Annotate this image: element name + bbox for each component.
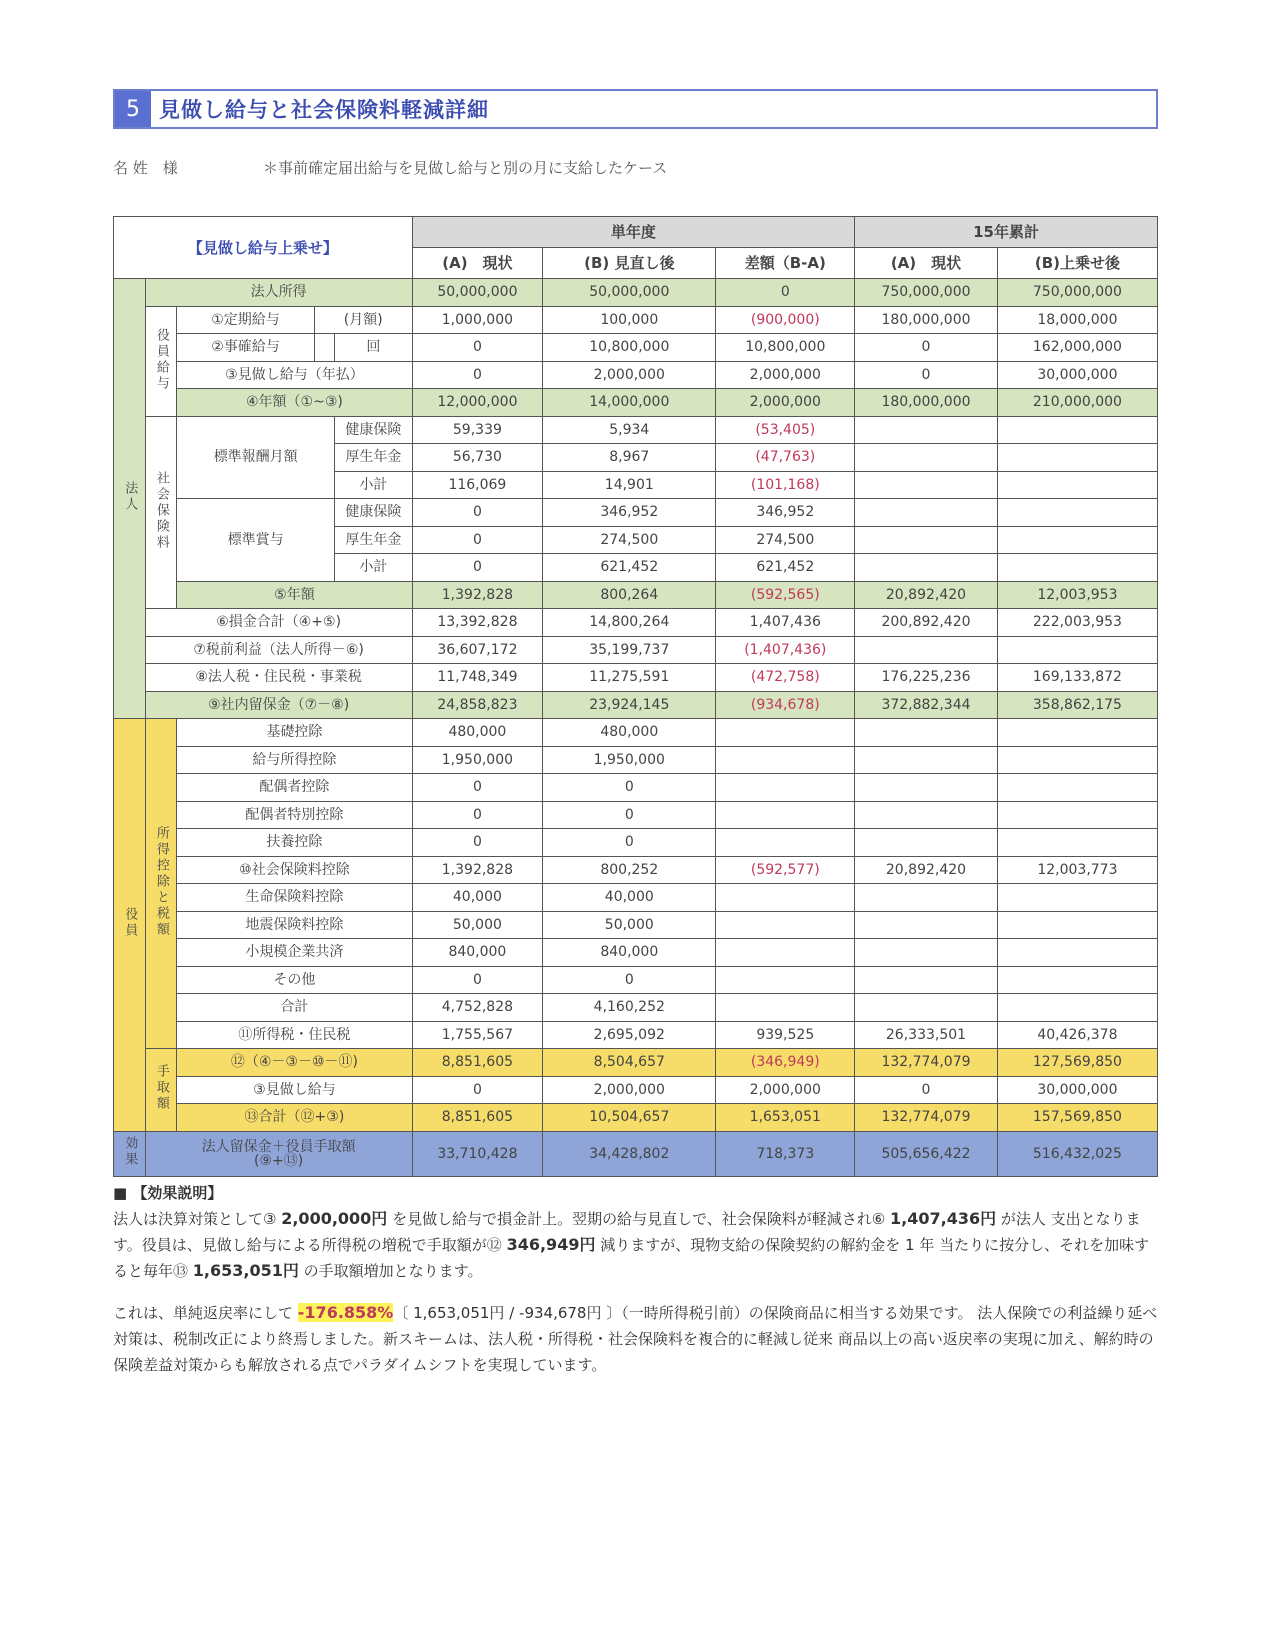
cell-diff bbox=[716, 939, 855, 967]
explanation-paragraph-2: これは、単純返戻率にして -176.858%〔 1,653,051円 / -934,678円 〕（一時所得税引前）の保険商品に相当する効果です。 法人保険での利益繰り延べ対策は、税制改正により終焉しました。新スキームは、法人税・所得税・社会保険料を複合的に軽減し従来 商品以上の高い返戻率の実現に加え、解約時の保険差益対策からも解放される点でパラダイムシフトを実現しています。 bbox=[113, 1303, 1158, 1374]
cell-diff: 274,500 bbox=[716, 526, 855, 554]
cell-15b: 210,000,000 bbox=[997, 389, 1157, 417]
std-monthly-label: 標準報酬月額 bbox=[177, 416, 335, 499]
category-yakuin-pay: 役員給与 bbox=[145, 306, 177, 416]
cell-15a bbox=[855, 774, 998, 802]
cell-b: 0 bbox=[543, 966, 716, 994]
col-header-b: (B) 見直し後 bbox=[543, 248, 716, 279]
cell-a: 24,858,823 bbox=[412, 691, 542, 719]
cell-b: 100,000 bbox=[543, 306, 716, 334]
cell-15b bbox=[997, 801, 1157, 829]
cell-diff bbox=[716, 746, 855, 774]
cell-b: 2,000,000 bbox=[543, 361, 716, 389]
cell-15b: 40,426,378 bbox=[997, 1021, 1157, 1049]
cell-diff: (592,565) bbox=[716, 581, 855, 609]
salary-comparison-table bbox=[113, 216, 1158, 1177]
cell-15b: 516,432,025 bbox=[997, 1131, 1157, 1176]
cell-b: 8,967 bbox=[543, 444, 716, 472]
cell-15a bbox=[855, 526, 998, 554]
cell-a: 0 bbox=[412, 966, 542, 994]
cell-a: 0 bbox=[412, 361, 542, 389]
category-effect: 効果 bbox=[114, 1131, 146, 1176]
cell-a: 36,607,172 bbox=[412, 636, 542, 664]
cell-b: 14,800,264 bbox=[543, 609, 716, 637]
case-note: ＊事前確定届出給与を見做し給与と別の月に支給したケース bbox=[263, 159, 668, 177]
cell-diff: 2,000,000 bbox=[716, 1076, 855, 1104]
cell-a: 59,339 bbox=[412, 416, 542, 444]
cell-a: 116,069 bbox=[412, 471, 542, 499]
cell-a: 13,392,828 bbox=[412, 609, 542, 637]
cell-15b bbox=[997, 884, 1157, 912]
cell-15b: 12,003,773 bbox=[997, 856, 1157, 884]
cell-15b bbox=[997, 911, 1157, 939]
cell-b: 2,000,000 bbox=[543, 1076, 716, 1104]
row-sublabel: (月額) bbox=[314, 306, 412, 334]
section-title: 見做し給与と社会保険料軽減詳細 bbox=[159, 98, 489, 122]
std-bonus-label: 標準賞与 bbox=[177, 499, 335, 582]
cell-b: 1,950,000 bbox=[543, 746, 716, 774]
cell-15a: 0 bbox=[855, 361, 998, 389]
group-header-single-year: 単年度 bbox=[412, 217, 854, 248]
cell-15b bbox=[997, 444, 1157, 472]
cell-a: 480,000 bbox=[412, 719, 542, 747]
section-number: 5 bbox=[115, 91, 151, 127]
cell-b: 34,428,802 bbox=[543, 1131, 716, 1176]
cell-b: 35,199,737 bbox=[543, 636, 716, 664]
cell-diff bbox=[716, 884, 855, 912]
explanation-heading: ■ 【効果説明】 bbox=[113, 1184, 223, 1202]
cell-15a: 180,000,000 bbox=[855, 306, 998, 334]
cell-diff: 346,952 bbox=[716, 499, 855, 527]
cell-a: 8,851,605 bbox=[412, 1104, 542, 1132]
effect-label-line2: (⑨+⑬) bbox=[254, 1152, 304, 1169]
row-label: 扶養控除 bbox=[177, 829, 412, 857]
row-label: 地震保険料控除 bbox=[177, 911, 412, 939]
cell-diff: (592,577) bbox=[716, 856, 855, 884]
row-label: ③見做し給与（年払） bbox=[177, 361, 412, 389]
cell-b: 8,504,657 bbox=[543, 1049, 716, 1077]
cell-15a bbox=[855, 911, 998, 939]
effect-row-label bbox=[145, 1131, 412, 1176]
cell-15a: 0 bbox=[855, 1076, 998, 1104]
cell-diff: 1,407,436 bbox=[716, 609, 855, 637]
cell-diff: (53,405) bbox=[716, 416, 855, 444]
cell-15a bbox=[855, 966, 998, 994]
cell-b: 840,000 bbox=[543, 939, 716, 967]
value-1653051: 1,653,051円 bbox=[192, 1261, 299, 1280]
cell-diff bbox=[716, 774, 855, 802]
cell-b: 11,275,591 bbox=[543, 664, 716, 692]
cell-diff bbox=[716, 994, 855, 1022]
cell-diff: 2,000,000 bbox=[716, 389, 855, 417]
cell-a: 1,755,567 bbox=[412, 1021, 542, 1049]
cell-15b: 162,000,000 bbox=[997, 334, 1157, 362]
cell-diff: (47,763) bbox=[716, 444, 855, 472]
row-label: 健康保険 bbox=[335, 499, 412, 527]
row-label: 生命保険料控除 bbox=[177, 884, 412, 912]
cell-a: 0 bbox=[412, 526, 542, 554]
cell-b: 0 bbox=[543, 774, 716, 802]
cell-b: 40,000 bbox=[543, 884, 716, 912]
cell-15b: 30,000,000 bbox=[997, 1076, 1157, 1104]
cell-b: 50,000 bbox=[543, 911, 716, 939]
cell-15a: 0 bbox=[855, 334, 998, 362]
row-label: 給与所得控除 bbox=[177, 746, 412, 774]
category-deduction: 所得控除と税額 bbox=[145, 719, 177, 1049]
cell-diff: (1,407,436) bbox=[716, 636, 855, 664]
cell-15a: 20,892,420 bbox=[855, 856, 998, 884]
cell-15a: 132,774,079 bbox=[855, 1049, 998, 1077]
return-rate-highlight: -176.858% bbox=[297, 1303, 394, 1322]
cell-a: 0 bbox=[412, 554, 542, 582]
cell-b: 0 bbox=[543, 801, 716, 829]
cell-diff: 1,653,051 bbox=[716, 1104, 855, 1132]
cell-a: 33,710,428 bbox=[412, 1131, 542, 1176]
cell-15b: 157,569,850 bbox=[997, 1104, 1157, 1132]
cell-a: 1,392,828 bbox=[412, 581, 542, 609]
cell-b: 23,924,145 bbox=[543, 691, 716, 719]
cell-b: 480,000 bbox=[543, 719, 716, 747]
row-label: ⑤年額 bbox=[177, 581, 412, 609]
cell-15a bbox=[855, 746, 998, 774]
spacer-cell bbox=[314, 334, 334, 362]
cell-15b: 222,003,953 bbox=[997, 609, 1157, 637]
row-label: 基礎控除 bbox=[177, 719, 412, 747]
cell-a: 0 bbox=[412, 1076, 542, 1104]
row-label: 小計 bbox=[335, 554, 412, 582]
cell-diff bbox=[716, 911, 855, 939]
cell-15a bbox=[855, 884, 998, 912]
row-label: ⑫（④－③－⑩－⑪) bbox=[177, 1049, 412, 1077]
cell-a: 50,000,000 bbox=[412, 279, 542, 307]
cell-a: 11,748,349 bbox=[412, 664, 542, 692]
category-takehome: 手取額 bbox=[145, 1049, 177, 1132]
cell-a: 1,950,000 bbox=[412, 746, 542, 774]
cell-15a bbox=[855, 801, 998, 829]
cell-diff: (900,000) bbox=[716, 306, 855, 334]
cell-15b bbox=[997, 719, 1157, 747]
row-label: ⑦税前利益（法人所得－⑥) bbox=[145, 636, 412, 664]
cell-15a: 505,656,422 bbox=[855, 1131, 998, 1176]
cell-15a: 26,333,501 bbox=[855, 1021, 998, 1049]
effect-label-line1: 法人留保金＋役員手取額 bbox=[201, 1138, 356, 1155]
cell-b: 800,252 bbox=[543, 856, 716, 884]
explanation-paragraph-1: 法人は決算対策として③ 2,000,000円 を見做し給与で損金計上。翌期の給与見直しで、社会保険料が軽減され⑥ 1,407,436円 が法人 支出となります。役員は、見做し給与による所得税の増税で手取額が⑫ 346,949円 減りますが、現物支給の保険契約の解約金を 1 年 当たりに按分し、それを加味すると毎年⑬ 1,653,051円 の手取額増加となります。 bbox=[113, 1209, 1150, 1280]
cell-15b bbox=[997, 471, 1157, 499]
row-label: ②事確給与 bbox=[177, 334, 315, 362]
cell-a: 840,000 bbox=[412, 939, 542, 967]
cell-diff: (472,758) bbox=[716, 664, 855, 692]
cell-15a: 176,225,236 bbox=[855, 664, 998, 692]
corner-label: 【見做し給与上乗せ】 bbox=[114, 217, 413, 279]
col-header-15a: (A) 現状 bbox=[855, 248, 998, 279]
cell-15b: 127,569,850 bbox=[997, 1049, 1157, 1077]
cell-15a bbox=[855, 829, 998, 857]
row-label: 合計 bbox=[177, 994, 412, 1022]
cell-b: 14,901 bbox=[543, 471, 716, 499]
row-label: 配偶者控除 bbox=[177, 774, 412, 802]
cell-diff: 0 bbox=[716, 279, 855, 307]
cell-b: 4,160,252 bbox=[543, 994, 716, 1022]
cell-15b bbox=[997, 829, 1157, 857]
cell-b: 621,452 bbox=[543, 554, 716, 582]
cell-15a: 180,000,000 bbox=[855, 389, 998, 417]
cell-15b bbox=[997, 636, 1157, 664]
cell-b: 0 bbox=[543, 829, 716, 857]
category-social-insurance: 社会保険料 bbox=[145, 416, 177, 609]
row-label: 厚生年金 bbox=[335, 444, 412, 472]
cell-15a: 132,774,079 bbox=[855, 1104, 998, 1132]
cell-b: 346,952 bbox=[543, 499, 716, 527]
row-label: ⑩社会保険料控除 bbox=[177, 856, 412, 884]
row-label: ⑧法人税・住民税・事業税 bbox=[145, 664, 412, 692]
cell-a: 1,392,828 bbox=[412, 856, 542, 884]
cell-b: 5,934 bbox=[543, 416, 716, 444]
row-sublabel: 回 bbox=[335, 334, 412, 362]
cell-15b: 750,000,000 bbox=[997, 279, 1157, 307]
cell-15b bbox=[997, 774, 1157, 802]
cell-b: 274,500 bbox=[543, 526, 716, 554]
cell-15b: 12,003,953 bbox=[997, 581, 1157, 609]
cell-15b: 18,000,000 bbox=[997, 306, 1157, 334]
cell-a: 4,752,828 bbox=[412, 994, 542, 1022]
value-2000000: 2,000,000円 bbox=[281, 1209, 388, 1228]
cell-a: 1,000,000 bbox=[412, 306, 542, 334]
cell-15b bbox=[997, 554, 1157, 582]
cell-b: 10,504,657 bbox=[543, 1104, 716, 1132]
cell-a: 40,000 bbox=[412, 884, 542, 912]
row-label: ③見做し給与 bbox=[177, 1076, 412, 1104]
cell-15a: 200,892,420 bbox=[855, 609, 998, 637]
cell-15a bbox=[855, 499, 998, 527]
cell-15b bbox=[997, 526, 1157, 554]
cell-b: 800,264 bbox=[543, 581, 716, 609]
cell-15a bbox=[855, 636, 998, 664]
cell-a: 0 bbox=[412, 334, 542, 362]
col-header-diff: 差額（B-A) bbox=[716, 248, 855, 279]
cell-15a bbox=[855, 471, 998, 499]
cell-diff bbox=[716, 966, 855, 994]
cell-a: 0 bbox=[412, 774, 542, 802]
cell-b: 2,695,092 bbox=[543, 1021, 716, 1049]
cell-a: 50,000 bbox=[412, 911, 542, 939]
cell-b: 14,000,000 bbox=[543, 389, 716, 417]
row-label: ⑥損金合計（④+⑤) bbox=[145, 609, 412, 637]
cell-15a bbox=[855, 719, 998, 747]
client-name: 名 姓 様 bbox=[113, 159, 178, 177]
cell-15b bbox=[997, 499, 1157, 527]
section-title-box bbox=[113, 89, 1158, 129]
group-header-15-years: 15年累計 bbox=[855, 217, 1158, 248]
cell-b: 10,800,000 bbox=[543, 334, 716, 362]
cell-diff: 621,452 bbox=[716, 554, 855, 582]
cell-b: 50,000,000 bbox=[543, 279, 716, 307]
row-label: ⑬合計（⑫+③) bbox=[177, 1104, 412, 1132]
col-header-15b: (B)上乗せ後 bbox=[997, 248, 1157, 279]
cell-diff: 718,373 bbox=[716, 1131, 855, 1176]
row-label: 法人所得 bbox=[145, 279, 412, 307]
row-label: 厚生年金 bbox=[335, 526, 412, 554]
cell-15a bbox=[855, 939, 998, 967]
row-label: ④年額（①~③) bbox=[177, 389, 412, 417]
cell-15a: 750,000,000 bbox=[855, 279, 998, 307]
cell-diff: (346,949) bbox=[716, 1049, 855, 1077]
col-header-a: (A) 現状 bbox=[412, 248, 542, 279]
cell-a: 0 bbox=[412, 829, 542, 857]
cell-15a bbox=[855, 416, 998, 444]
cell-diff bbox=[716, 829, 855, 857]
cell-15b bbox=[997, 939, 1157, 967]
cell-15a bbox=[855, 444, 998, 472]
cell-a: 0 bbox=[412, 801, 542, 829]
cell-a: 56,730 bbox=[412, 444, 542, 472]
explanation-block bbox=[113, 1180, 1158, 1378]
cell-15b bbox=[997, 416, 1157, 444]
category-hojin: 法人 bbox=[114, 279, 146, 719]
cell-15b: 358,862,175 bbox=[997, 691, 1157, 719]
cell-a: 12,000,000 bbox=[412, 389, 542, 417]
row-label: 小規模企業共済 bbox=[177, 939, 412, 967]
cell-15b bbox=[997, 966, 1157, 994]
cell-diff bbox=[716, 719, 855, 747]
row-label: ①定期給与 bbox=[177, 306, 315, 334]
cell-diff: (934,678) bbox=[716, 691, 855, 719]
row-label: 健康保険 bbox=[335, 416, 412, 444]
cell-15a: 372,882,344 bbox=[855, 691, 998, 719]
row-label: ⑪所得税・住民税 bbox=[177, 1021, 412, 1049]
cell-diff: 2,000,000 bbox=[716, 361, 855, 389]
row-label: 小計 bbox=[335, 471, 412, 499]
row-label: 配偶者特別控除 bbox=[177, 801, 412, 829]
cell-a: 0 bbox=[412, 499, 542, 527]
value-1407436: 1,407,436円 bbox=[890, 1209, 997, 1228]
cell-15a bbox=[855, 994, 998, 1022]
cell-15b: 169,133,872 bbox=[997, 664, 1157, 692]
row-label: ⑨社内留保金（⑦－⑧) bbox=[145, 691, 412, 719]
cell-a: 8,851,605 bbox=[412, 1049, 542, 1077]
value-346949: 346,949円 bbox=[506, 1235, 596, 1254]
cell-15b: 30,000,000 bbox=[997, 361, 1157, 389]
cell-15a: 20,892,420 bbox=[855, 581, 998, 609]
cell-diff: 939,525 bbox=[716, 1021, 855, 1049]
cell-15b bbox=[997, 994, 1157, 1022]
cell-diff: (101,168) bbox=[716, 471, 855, 499]
row-label: その他 bbox=[177, 966, 412, 994]
cell-15b bbox=[997, 746, 1157, 774]
cell-15a bbox=[855, 554, 998, 582]
cell-diff bbox=[716, 801, 855, 829]
category-yakuin: 役員 bbox=[114, 719, 146, 1132]
cell-diff: 10,800,000 bbox=[716, 334, 855, 362]
